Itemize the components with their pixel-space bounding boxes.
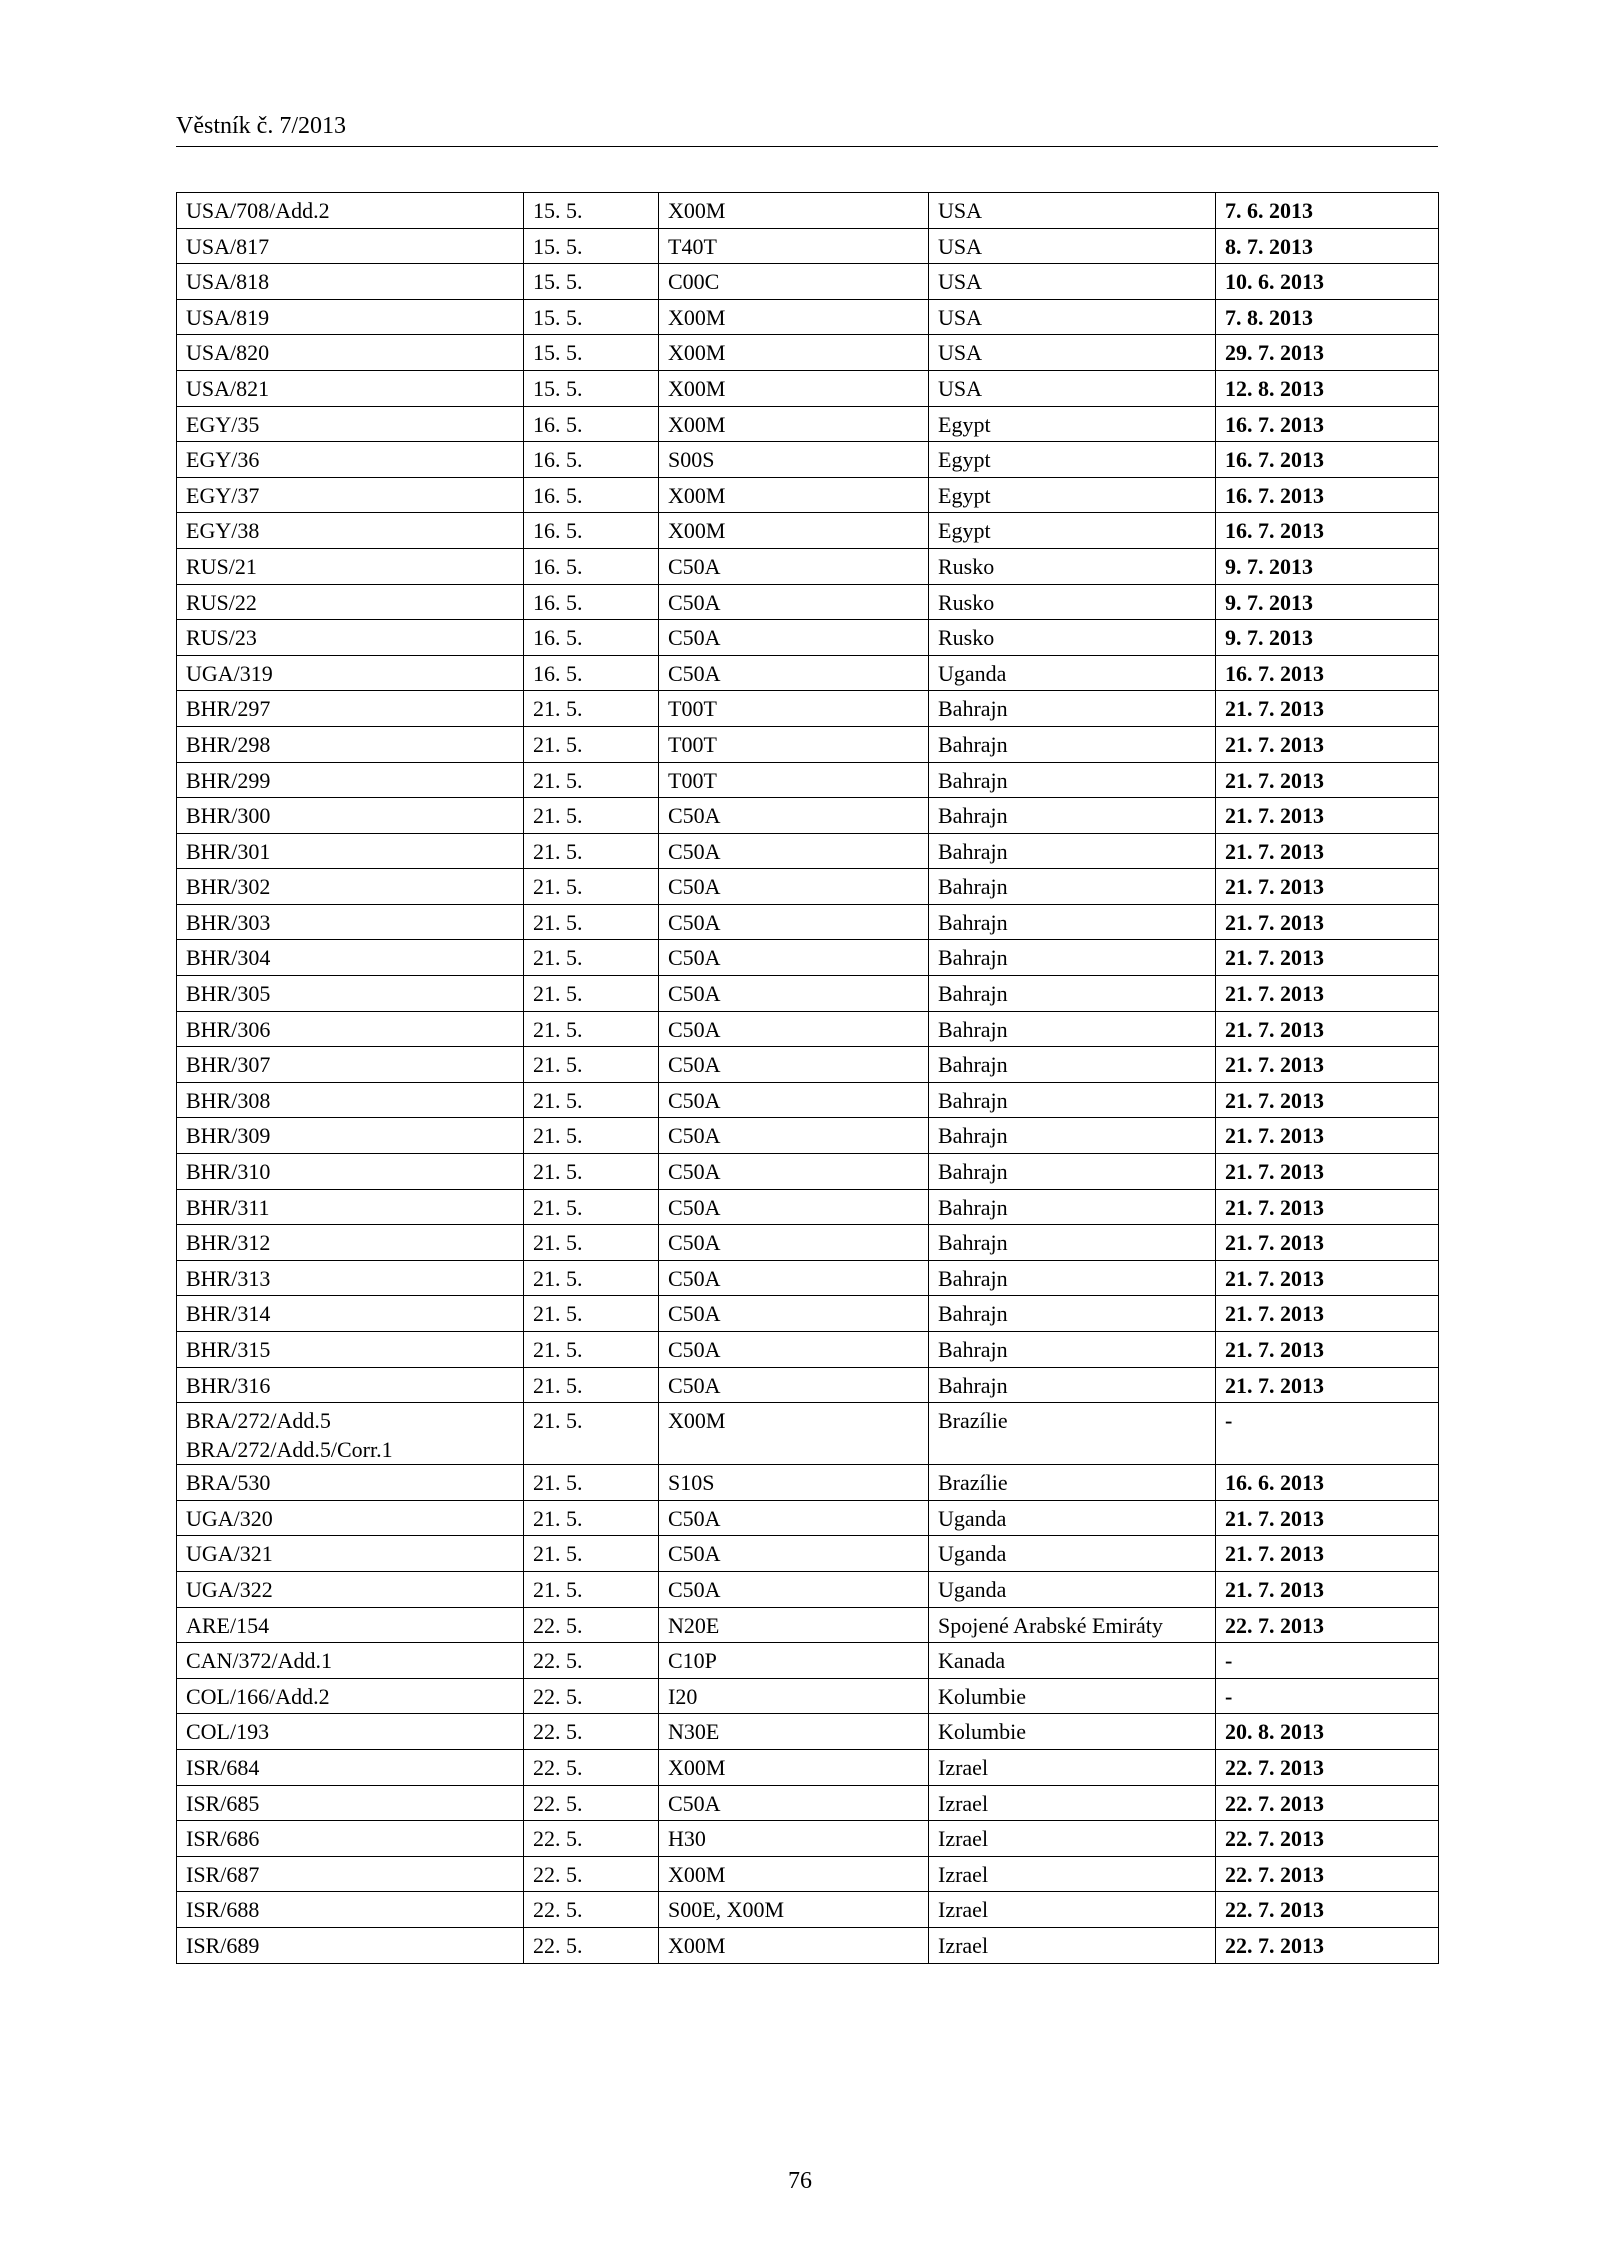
table-row (177, 798, 1439, 834)
notification-id-cell: ISR/686 (177, 1821, 524, 1857)
table-row (177, 940, 1439, 976)
received-date-cell: 16. 5. (524, 406, 659, 442)
page-header-title: Věstník č. 7/2013 (176, 113, 346, 139)
deadline-date-cell: 9. 7. 2013 (1216, 548, 1439, 584)
product-code-cell: X00M (659, 406, 929, 442)
product-code-cell: X00M (659, 1856, 929, 1892)
deadline-date-cell: 22. 7. 2013 (1216, 1856, 1439, 1892)
table-row (177, 833, 1439, 869)
country-cell: Bahrajn (929, 1154, 1216, 1190)
product-code-cell: C50A (659, 655, 929, 691)
deadline-date-cell: 16. 7. 2013 (1216, 655, 1439, 691)
notification-id-cell: BHR/315 (177, 1332, 524, 1368)
received-date-cell: 16. 5. (524, 620, 659, 656)
product-code-cell: C50A (659, 1571, 929, 1607)
country-cell: Uganda (929, 1500, 1216, 1536)
notification-id-cell: COL/193 (177, 1714, 524, 1750)
table-row (177, 1082, 1439, 1118)
country-cell: Kolumbie (929, 1678, 1216, 1714)
notification-id-cell: USA/820 (177, 335, 524, 371)
notification-id-cell: UGA/322 (177, 1571, 524, 1607)
notification-id-cell: USA/817 (177, 228, 524, 264)
product-code-cell: N30E (659, 1714, 929, 1750)
deadline-date-cell: 21. 7. 2013 (1216, 798, 1439, 834)
country-cell: Bahrajn (929, 726, 1216, 762)
country-cell: Bahrajn (929, 1260, 1216, 1296)
notification-id-cell: ISR/684 (177, 1749, 524, 1785)
received-date-cell: 21. 5. (524, 1403, 659, 1465)
received-date-cell: 21. 5. (524, 1367, 659, 1403)
notification-id-cell: ISR/689 (177, 1927, 524, 1963)
country-cell: Egypt (929, 442, 1216, 478)
country-cell: Egypt (929, 406, 1216, 442)
notification-id-cell: BHR/298 (177, 726, 524, 762)
product-code-cell: X00M (659, 1749, 929, 1785)
received-date-cell: 21. 5. (524, 762, 659, 798)
notification-table (176, 192, 1439, 1964)
product-code-cell: N20E (659, 1607, 929, 1643)
product-code-cell: C50A (659, 1082, 929, 1118)
product-code-cell: C00C (659, 264, 929, 300)
country-cell: Bahrajn (929, 833, 1216, 869)
table-row (177, 1678, 1439, 1714)
product-code-cell: C50A (659, 976, 929, 1012)
product-code-cell: X00M (659, 477, 929, 513)
received-date-cell: 16. 5. (524, 584, 659, 620)
deadline-date-cell: 22. 7. 2013 (1216, 1892, 1439, 1928)
notification-id-cell: USA/819 (177, 299, 524, 335)
received-date-cell: 21. 5. (524, 1500, 659, 1536)
table-row (177, 1225, 1439, 1261)
product-code-cell: T00T (659, 762, 929, 798)
deadline-date-cell: 21. 7. 2013 (1216, 1332, 1439, 1368)
table-row (177, 1332, 1439, 1368)
table-row (177, 548, 1439, 584)
product-code-cell: C50A (659, 1225, 929, 1261)
received-date-cell: 21. 5. (524, 940, 659, 976)
notification-id-cell: BHR/306 (177, 1011, 524, 1047)
received-date-cell: 21. 5. (524, 1296, 659, 1332)
table-row (177, 1927, 1439, 1963)
table-row (177, 477, 1439, 513)
table-row (177, 762, 1439, 798)
country-cell: Egypt (929, 477, 1216, 513)
deadline-date-cell: 21. 7. 2013 (1216, 976, 1439, 1012)
deadline-date-cell: 21. 7. 2013 (1216, 1082, 1439, 1118)
deadline-date-cell: - (1216, 1643, 1439, 1679)
received-date-cell: 16. 5. (524, 655, 659, 691)
deadline-date-cell: 16. 7. 2013 (1216, 406, 1439, 442)
table-row (177, 584, 1439, 620)
deadline-date-cell: 21. 7. 2013 (1216, 762, 1439, 798)
product-code-cell: I20 (659, 1678, 929, 1714)
deadline-date-cell: 21. 7. 2013 (1216, 1011, 1439, 1047)
product-code-cell: C50A (659, 1189, 929, 1225)
table-row (177, 726, 1439, 762)
received-date-cell: 22. 5. (524, 1821, 659, 1857)
table-row (177, 1714, 1439, 1750)
country-cell: Izrael (929, 1821, 1216, 1857)
deadline-date-cell: 7. 6. 2013 (1216, 193, 1439, 229)
notification-id-cell: BHR/310 (177, 1154, 524, 1190)
notification-id-cell: ARE/154 (177, 1607, 524, 1643)
deadline-date-cell: 21. 7. 2013 (1216, 726, 1439, 762)
notification-id-cell: USA/821 (177, 370, 524, 406)
deadline-date-cell: 16. 7. 2013 (1216, 477, 1439, 513)
notification-id-cell: BRA/272/Add.5 BRA/272/Add.5/Corr.1 (177, 1403, 524, 1465)
product-code-cell: C50A (659, 904, 929, 940)
deadline-date-cell: 22. 7. 2013 (1216, 1785, 1439, 1821)
deadline-date-cell: 21. 7. 2013 (1216, 1225, 1439, 1261)
received-date-cell: 21. 5. (524, 1536, 659, 1572)
deadline-date-cell: 21. 7. 2013 (1216, 1189, 1439, 1225)
received-date-cell: 15. 5. (524, 193, 659, 229)
notification-id-cell: BHR/312 (177, 1225, 524, 1261)
country-cell: Kolumbie (929, 1714, 1216, 1750)
notification-id-cell: UGA/320 (177, 1500, 524, 1536)
notification-id-cell: BHR/313 (177, 1260, 524, 1296)
received-date-cell: 22. 5. (524, 1607, 659, 1643)
table-row (177, 1643, 1439, 1679)
table-row (177, 904, 1439, 940)
product-code-cell: C50A (659, 1047, 929, 1083)
table-row (177, 1465, 1439, 1501)
notification-id-cell: RUS/23 (177, 620, 524, 656)
country-cell: Bahrajn (929, 1118, 1216, 1154)
deadline-date-cell: 21. 7. 2013 (1216, 1047, 1439, 1083)
received-date-cell: 16. 5. (524, 477, 659, 513)
product-code-cell: C50A (659, 584, 929, 620)
received-date-cell: 15. 5. (524, 335, 659, 371)
received-date-cell: 22. 5. (524, 1785, 659, 1821)
received-date-cell: 21. 5. (524, 1225, 659, 1261)
product-code-cell: C50A (659, 940, 929, 976)
deadline-date-cell: - (1216, 1678, 1439, 1714)
received-date-cell: 21. 5. (524, 1465, 659, 1501)
country-cell: Bahrajn (929, 869, 1216, 905)
country-cell: Izrael (929, 1785, 1216, 1821)
product-code-cell: X00M (659, 513, 929, 549)
notification-id-cell: RUS/22 (177, 584, 524, 620)
product-code-cell: S00S (659, 442, 929, 478)
notification-id-cell: BHR/297 (177, 691, 524, 727)
deadline-date-cell: 21. 7. 2013 (1216, 1367, 1439, 1403)
table-row (177, 193, 1439, 229)
table-row (177, 1856, 1439, 1892)
table-row (177, 655, 1439, 691)
country-cell: Brazílie (929, 1465, 1216, 1501)
country-cell: Bahrajn (929, 762, 1216, 798)
table-row (177, 1536, 1439, 1572)
received-date-cell: 22. 5. (524, 1856, 659, 1892)
table-row (177, 1607, 1439, 1643)
deadline-date-cell: 21. 7. 2013 (1216, 691, 1439, 727)
table-row (177, 1821, 1439, 1857)
product-code-cell: T00T (659, 691, 929, 727)
notification-table-body (177, 193, 1439, 1964)
product-code-cell: S00E, X00M (659, 1892, 929, 1928)
country-cell: Bahrajn (929, 1047, 1216, 1083)
deadline-date-cell: 21. 7. 2013 (1216, 1296, 1439, 1332)
notification-id-cell: CAN/372/Add.1 (177, 1643, 524, 1679)
deadline-date-cell: 21. 7. 2013 (1216, 940, 1439, 976)
table-row (177, 370, 1439, 406)
table-row (177, 1571, 1439, 1607)
product-code-cell: C50A (659, 620, 929, 656)
received-date-cell: 21. 5. (524, 1118, 659, 1154)
country-cell: USA (929, 299, 1216, 335)
country-cell: Rusko (929, 548, 1216, 584)
country-cell: Uganda (929, 1536, 1216, 1572)
product-code-cell: C50A (659, 1154, 929, 1190)
table-row (177, 1367, 1439, 1403)
deadline-date-cell: 12. 8. 2013 (1216, 370, 1439, 406)
table-row (177, 299, 1439, 335)
table-row (177, 1296, 1439, 1332)
received-date-cell: 21. 5. (524, 833, 659, 869)
notification-id-cell: ISR/688 (177, 1892, 524, 1928)
received-date-cell: 15. 5. (524, 228, 659, 264)
notification-id-cell: BHR/316 (177, 1367, 524, 1403)
product-code-cell: X00M (659, 370, 929, 406)
country-cell: Izrael (929, 1892, 1216, 1928)
product-code-cell: X00M (659, 193, 929, 229)
received-date-cell: 22. 5. (524, 1714, 659, 1750)
deadline-date-cell: 21. 7. 2013 (1216, 1260, 1439, 1296)
table-row (177, 1892, 1439, 1928)
received-date-cell: 21. 5. (524, 798, 659, 834)
product-code-cell: C50A (659, 1785, 929, 1821)
deadline-date-cell: 21. 7. 2013 (1216, 1154, 1439, 1190)
received-date-cell: 21. 5. (524, 1047, 659, 1083)
notification-id-cell: BHR/300 (177, 798, 524, 834)
country-cell: Bahrajn (929, 1189, 1216, 1225)
received-date-cell: 22. 5. (524, 1927, 659, 1963)
country-cell: Bahrajn (929, 1225, 1216, 1261)
notification-id-cell: BHR/304 (177, 940, 524, 976)
country-cell: Bahrajn (929, 976, 1216, 1012)
country-cell: Bahrajn (929, 1011, 1216, 1047)
deadline-date-cell: 22. 7. 2013 (1216, 1821, 1439, 1857)
table-row (177, 1118, 1439, 1154)
received-date-cell: 21. 5. (524, 1332, 659, 1368)
deadline-date-cell: 8. 7. 2013 (1216, 228, 1439, 264)
received-date-cell: 21. 5. (524, 691, 659, 727)
table-row (177, 1785, 1439, 1821)
notification-id-cell: EGY/36 (177, 442, 524, 478)
table-row (177, 691, 1439, 727)
table-row (177, 1047, 1439, 1083)
table-row (177, 1154, 1439, 1190)
table-row (177, 620, 1439, 656)
received-date-cell: 22. 5. (524, 1678, 659, 1714)
notification-id-cell: BRA/530 (177, 1465, 524, 1501)
country-cell: Uganda (929, 1571, 1216, 1607)
product-code-cell: X00M (659, 335, 929, 371)
country-cell: Izrael (929, 1927, 1216, 1963)
deadline-date-cell: 21. 7. 2013 (1216, 904, 1439, 940)
table-row (177, 1260, 1439, 1296)
product-code-cell: X00M (659, 1927, 929, 1963)
received-date-cell: 21. 5. (524, 726, 659, 762)
deadline-date-cell: 21. 7. 2013 (1216, 1571, 1439, 1607)
received-date-cell: 22. 5. (524, 1643, 659, 1679)
notification-id-cell: BHR/303 (177, 904, 524, 940)
deadline-date-cell: 9. 7. 2013 (1216, 620, 1439, 656)
received-date-cell: 21. 5. (524, 869, 659, 905)
deadline-date-cell: 21. 7. 2013 (1216, 869, 1439, 905)
notification-id-cell: USA/708/Add.2 (177, 193, 524, 229)
deadline-date-cell: 21. 7. 2013 (1216, 833, 1439, 869)
country-cell: Rusko (929, 620, 1216, 656)
notification-id-cell: COL/166/Add.2 (177, 1678, 524, 1714)
country-cell: Rusko (929, 584, 1216, 620)
notification-id-cell: BHR/299 (177, 762, 524, 798)
received-date-cell: 16. 5. (524, 513, 659, 549)
table-row (177, 1403, 1439, 1465)
table-row (177, 513, 1439, 549)
deadline-date-cell: 7. 8. 2013 (1216, 299, 1439, 335)
product-code-cell: C50A (659, 798, 929, 834)
table-row (177, 1749, 1439, 1785)
received-date-cell: 15. 5. (524, 264, 659, 300)
received-date-cell: 21. 5. (524, 1571, 659, 1607)
country-cell: Bahrajn (929, 1332, 1216, 1368)
deadline-date-cell: 16. 7. 2013 (1216, 513, 1439, 549)
received-date-cell: 15. 5. (524, 370, 659, 406)
notification-id-cell: BHR/309 (177, 1118, 524, 1154)
deadline-date-cell: - (1216, 1403, 1439, 1465)
deadline-date-cell: 9. 7. 2013 (1216, 584, 1439, 620)
received-date-cell: 21. 5. (524, 976, 659, 1012)
notification-id-cell: ISR/685 (177, 1785, 524, 1821)
product-code-cell: C50A (659, 548, 929, 584)
notification-id-cell: BHR/302 (177, 869, 524, 905)
product-code-cell: C10P (659, 1643, 929, 1679)
notification-id-cell: EGY/38 (177, 513, 524, 549)
country-cell: Bahrajn (929, 1082, 1216, 1118)
product-code-cell: C50A (659, 833, 929, 869)
notification-id-cell: BHR/307 (177, 1047, 524, 1083)
received-date-cell: 15. 5. (524, 299, 659, 335)
received-date-cell: 16. 5. (524, 548, 659, 584)
product-code-cell: C50A (659, 1011, 929, 1047)
deadline-date-cell: 22. 7. 2013 (1216, 1749, 1439, 1785)
table-row (177, 264, 1439, 300)
product-code-cell: C50A (659, 1118, 929, 1154)
product-code-cell: C50A (659, 1296, 929, 1332)
country-cell: Egypt (929, 513, 1216, 549)
notification-id-cell: USA/818 (177, 264, 524, 300)
country-cell: Bahrajn (929, 798, 1216, 834)
country-cell: Bahrajn (929, 1296, 1216, 1332)
table-row (177, 869, 1439, 905)
country-cell: USA (929, 228, 1216, 264)
notification-id-cell: EGY/37 (177, 477, 524, 513)
page-header (176, 110, 1438, 147)
notification-id-cell: RUS/21 (177, 548, 524, 584)
deadline-date-cell: 16. 6. 2013 (1216, 1465, 1439, 1501)
country-cell: Bahrajn (929, 691, 1216, 727)
received-date-cell: 21. 5. (524, 1082, 659, 1118)
country-cell: Bahrajn (929, 904, 1216, 940)
table-row (177, 1189, 1439, 1225)
table-row (177, 228, 1439, 264)
product-code-cell: H30 (659, 1821, 929, 1857)
product-code-cell: C50A (659, 1500, 929, 1536)
received-date-cell: 21. 5. (524, 1260, 659, 1296)
notification-id-cell: BHR/314 (177, 1296, 524, 1332)
product-code-cell: C50A (659, 1536, 929, 1572)
page-number: 76 (788, 2168, 812, 2194)
country-cell: USA (929, 335, 1216, 371)
notification-id-cell: BHR/301 (177, 833, 524, 869)
notification-id-cell: BHR/308 (177, 1082, 524, 1118)
received-date-cell: 21. 5. (524, 1011, 659, 1047)
country-cell: Izrael (929, 1856, 1216, 1892)
notification-id-cell: BHR/305 (177, 976, 524, 1012)
table-row (177, 1500, 1439, 1536)
deadline-date-cell: 29. 7. 2013 (1216, 335, 1439, 371)
country-cell: Spojené Arabské Emiráty (929, 1607, 1216, 1643)
received-date-cell: 21. 5. (524, 1189, 659, 1225)
notification-id-cell: ISR/687 (177, 1856, 524, 1892)
received-date-cell: 22. 5. (524, 1892, 659, 1928)
received-date-cell: 21. 5. (524, 904, 659, 940)
country-cell: Kanada (929, 1643, 1216, 1679)
deadline-date-cell: 20. 8. 2013 (1216, 1714, 1439, 1750)
country-cell: USA (929, 193, 1216, 229)
product-code-cell: S10S (659, 1465, 929, 1501)
product-code-cell: T40T (659, 228, 929, 264)
product-code-cell: C50A (659, 1260, 929, 1296)
deadline-date-cell: 21. 7. 2013 (1216, 1118, 1439, 1154)
product-code-cell: C50A (659, 1367, 929, 1403)
country-cell: Uganda (929, 655, 1216, 691)
product-code-cell: X00M (659, 299, 929, 335)
product-code-cell: T00T (659, 726, 929, 762)
deadline-date-cell: 22. 7. 2013 (1216, 1607, 1439, 1643)
notification-id-cell: UGA/319 (177, 655, 524, 691)
notification-id-cell: UGA/321 (177, 1536, 524, 1572)
table-row (177, 976, 1439, 1012)
country-cell: Bahrajn (929, 940, 1216, 976)
received-date-cell: 22. 5. (524, 1749, 659, 1785)
deadline-date-cell: 16. 7. 2013 (1216, 442, 1439, 478)
table-row (177, 1011, 1439, 1047)
table-row (177, 442, 1439, 478)
deadline-date-cell: 22. 7. 2013 (1216, 1927, 1439, 1963)
received-date-cell: 21. 5. (524, 1154, 659, 1190)
product-code-cell: X00M (659, 1403, 929, 1465)
table-row (177, 335, 1439, 371)
deadline-date-cell: 21. 7. 2013 (1216, 1536, 1439, 1572)
country-cell: Brazílie (929, 1403, 1216, 1465)
deadline-date-cell: 10. 6. 2013 (1216, 264, 1439, 300)
notification-id-cell: BHR/311 (177, 1189, 524, 1225)
country-cell: USA (929, 370, 1216, 406)
received-date-cell: 16. 5. (524, 442, 659, 478)
deadline-date-cell: 21. 7. 2013 (1216, 1500, 1439, 1536)
product-code-cell: C50A (659, 1332, 929, 1368)
notification-id-cell: EGY/35 (177, 406, 524, 442)
country-cell: Bahrajn (929, 1367, 1216, 1403)
country-cell: USA (929, 264, 1216, 300)
country-cell: Izrael (929, 1749, 1216, 1785)
product-code-cell: C50A (659, 869, 929, 905)
table-row (177, 406, 1439, 442)
